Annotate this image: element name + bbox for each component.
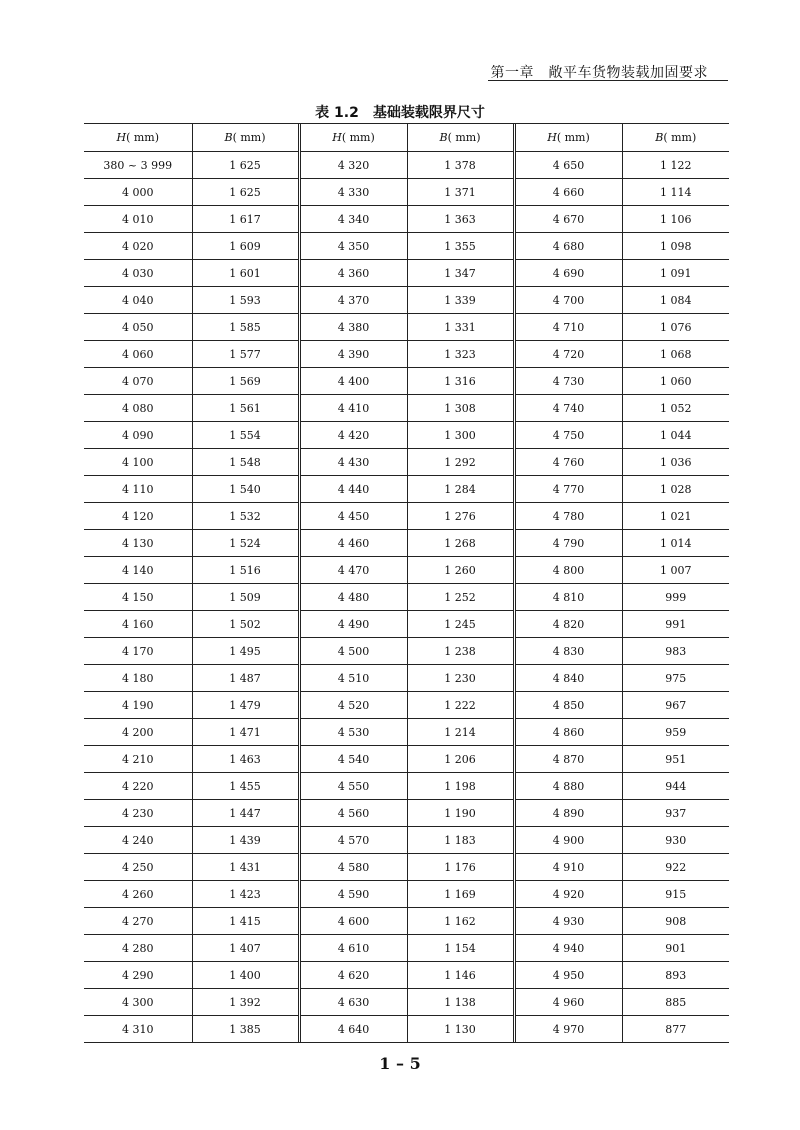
height-cell: 4 560 [299, 800, 407, 827]
column-header [84, 124, 192, 152]
column-variable: B [224, 131, 233, 144]
table-row [84, 206, 729, 233]
width-cell: 1 479 [192, 692, 299, 719]
width-cell: 1 516 [192, 557, 299, 584]
height-cell: 4 260 [84, 881, 192, 908]
width-cell: 1 617 [192, 206, 299, 233]
height-cell: 4 500 [299, 638, 407, 665]
width-cell: 1 214 [407, 719, 514, 746]
width-cell: 1 130 [407, 1016, 514, 1043]
width-cell: 1 245 [407, 611, 514, 638]
width-cell: 1 300 [407, 422, 514, 449]
width-cell: 1 198 [407, 773, 514, 800]
width-cell: 1 190 [407, 800, 514, 827]
table-row [84, 476, 729, 503]
column-unit: ( mm) [447, 131, 481, 144]
height-cell: 4 440 [299, 476, 407, 503]
width-cell: 1 060 [622, 368, 729, 395]
table-row [84, 881, 729, 908]
height-cell: 4 760 [514, 449, 622, 476]
height-cell: 4 330 [299, 179, 407, 206]
height-cell: 4 450 [299, 503, 407, 530]
table-row [84, 449, 729, 476]
width-cell: 1 561 [192, 395, 299, 422]
height-cell: 4 670 [514, 206, 622, 233]
width-cell: 1 400 [192, 962, 299, 989]
height-cell: 4 820 [514, 611, 622, 638]
height-cell: 4 540 [299, 746, 407, 773]
width-cell: 1 323 [407, 341, 514, 368]
width-cell: 1 585 [192, 314, 299, 341]
table-row [84, 584, 729, 611]
height-cell: 4 740 [514, 395, 622, 422]
height-cell: 4 800 [514, 557, 622, 584]
height-cell: 4 210 [84, 746, 192, 773]
column-variable: H [547, 131, 557, 144]
height-cell: 4 130 [84, 530, 192, 557]
table-row [84, 503, 729, 530]
table-row [84, 854, 729, 881]
width-cell: 1 363 [407, 206, 514, 233]
width-cell: 1 014 [622, 530, 729, 557]
column-variable: H [332, 131, 342, 144]
height-cell: 4 520 [299, 692, 407, 719]
width-cell: 877 [665, 1022, 687, 1036]
table-body [84, 152, 729, 1043]
table-row [84, 773, 729, 800]
height-cell: 4 510 [299, 665, 407, 692]
height-cell: 4 550 [299, 773, 407, 800]
table-row [84, 233, 729, 260]
height-cell: 4 070 [84, 368, 192, 395]
height-cell: 4 750 [514, 422, 622, 449]
height-cell: 4 960 [514, 989, 622, 1016]
height-cell: 4 080 [84, 395, 192, 422]
height-cell: 4 150 [84, 584, 192, 611]
height-cell: 4 860 [514, 719, 622, 746]
height-cell: 4 490 [299, 611, 407, 638]
table-row [84, 179, 729, 206]
height-cell: 4 630 [299, 989, 407, 1016]
height-cell: 4 290 [84, 962, 192, 989]
width-cell: 1 028 [622, 476, 729, 503]
table-title: 表 1.2 基础装载限界尺寸 [315, 105, 485, 121]
loading-gauge-table [84, 123, 729, 1043]
table-row [84, 260, 729, 287]
height-cell: 4 580 [299, 854, 407, 881]
table-row [84, 989, 729, 1016]
height-cell: 4 620 [299, 962, 407, 989]
column-variable: B [655, 131, 664, 144]
width-cell: 1 230 [407, 665, 514, 692]
height-cell: 4 900 [514, 827, 622, 854]
height-cell: 4 660 [514, 179, 622, 206]
column-unit: ( mm) [556, 131, 590, 144]
height-cell: 4 270 [84, 908, 192, 935]
height-cell: 4 790 [514, 530, 622, 557]
height-cell: 4 060 [84, 341, 192, 368]
width-cell: 1 076 [622, 314, 729, 341]
width-cell: 1 540 [192, 476, 299, 503]
table-row [84, 746, 729, 773]
height-cell: 4 180 [84, 665, 192, 692]
table-row [84, 314, 729, 341]
table-row [84, 665, 729, 692]
height-cell: 4 730 [514, 368, 622, 395]
height-cell: 4 850 [514, 692, 622, 719]
page-number: 1 – 5 [379, 1054, 421, 1073]
width-cell: 983 [622, 638, 729, 665]
column-unit: ( mm) [341, 131, 375, 144]
height-cell: 4 390 [299, 341, 407, 368]
width-cell: 1 601 [192, 260, 299, 287]
width-cell: 1 021 [622, 503, 729, 530]
height-cell: 4 370 [299, 287, 407, 314]
width-cell: 1 385 [192, 1016, 299, 1043]
height-cell: 4 890 [514, 800, 622, 827]
table-row [84, 152, 729, 179]
width-cell: 1 114 [622, 179, 729, 206]
width-cell: 1 407 [192, 935, 299, 962]
width-cell: 922 [622, 854, 729, 881]
height-cell: 4 700 [514, 287, 622, 314]
height-cell: 4 710 [514, 314, 622, 341]
height-cell: 4 030 [84, 260, 192, 287]
height-cell: 4 090 [84, 422, 192, 449]
height-cell: 4 310 [84, 1016, 192, 1043]
column-header [514, 124, 622, 152]
height-cell: 4 880 [514, 773, 622, 800]
width-cell: 1 308 [407, 395, 514, 422]
width-cell: 1 502 [192, 611, 299, 638]
width-cell: 885 [622, 989, 729, 1016]
chapter-title: 第一章 敞平车货物装载加固要求 [490, 65, 708, 81]
width-cell: 1 593 [192, 287, 299, 314]
width-cell: 1 252 [407, 584, 514, 611]
width-cell: 915 [622, 881, 729, 908]
width-cell: 944 [622, 773, 729, 800]
width-cell: 1 154 [407, 935, 514, 962]
column-variable: B [439, 131, 448, 144]
column-variable: H [116, 131, 127, 144]
width-cell: 1 331 [407, 314, 514, 341]
column-unit: ( mm) [663, 131, 697, 144]
width-cell: 901 [622, 935, 729, 962]
height-cell: 4 870 [514, 746, 622, 773]
table-header-row [84, 124, 729, 152]
height-cell: 4 280 [84, 935, 192, 962]
width-cell: 1 284 [407, 476, 514, 503]
height-cell: 4 920 [514, 881, 622, 908]
height-cell: 4 100 [84, 449, 192, 476]
width-cell: 1 268 [407, 530, 514, 557]
width-cell: 930 [622, 827, 729, 854]
table-row [84, 908, 729, 935]
page-header [0, 0, 800, 80]
width-cell: 1 138 [407, 989, 514, 1016]
width-cell: 1 455 [192, 773, 299, 800]
width-cell: 1 392 [192, 989, 299, 1016]
width-cell: 1 548 [192, 449, 299, 476]
height-cell: 4 680 [514, 233, 622, 260]
width-cell: 959 [622, 719, 729, 746]
column-header [407, 124, 514, 152]
height-cell: 4 160 [84, 611, 192, 638]
width-cell: 1 423 [192, 881, 299, 908]
height-cell: 4 120 [84, 503, 192, 530]
width-cell: 1 007 [622, 557, 729, 584]
width-cell: 1 292 [407, 449, 514, 476]
height-cell: 4 240 [84, 827, 192, 854]
height-cell: 4 720 [514, 341, 622, 368]
width-cell: 1 431 [192, 854, 299, 881]
height-cell: 4 110 [84, 476, 192, 503]
height-cell: 4 590 [299, 881, 407, 908]
height-cell: 4 360 [299, 260, 407, 287]
width-cell: 1 532 [192, 503, 299, 530]
height-cell: 4 470 [299, 557, 407, 584]
height-cell: 4 010 [84, 206, 192, 233]
width-cell: 1 347 [407, 260, 514, 287]
height-cell: 4 420 [299, 422, 407, 449]
width-cell: 1 169 [407, 881, 514, 908]
height-cell: 4 200 [84, 719, 192, 746]
width-cell: 1 609 [192, 233, 299, 260]
width-cell: 1 068 [622, 341, 729, 368]
width-cell: 1 044 [622, 422, 729, 449]
height-cell: 4 610 [299, 935, 407, 962]
height-cell: 4 810 [514, 584, 622, 611]
table-row [84, 800, 729, 827]
table-row [84, 719, 729, 746]
height-cell: 4 480 [299, 584, 407, 611]
width-cell: 1 378 [407, 152, 514, 179]
height-cell: 4 020 [84, 233, 192, 260]
width-cell: 908 [622, 908, 729, 935]
width-cell: 1 447 [192, 800, 299, 827]
width-cell: 1 098 [622, 233, 729, 260]
width-cell: 1 355 [407, 233, 514, 260]
width-cell: 975 [622, 665, 729, 692]
width-cell: 1 463 [192, 746, 299, 773]
width-cell: 1 625 [192, 152, 299, 179]
width-cell: 1 524 [192, 530, 299, 557]
height-cell: 4 970 [514, 1016, 622, 1043]
column-header [622, 124, 729, 152]
height-cell: 4 910 [514, 854, 622, 881]
width-cell: 1 183 [407, 827, 514, 854]
width-cell: 1 238 [407, 638, 514, 665]
column-unit: ( mm) [126, 131, 160, 144]
height-cell: 4 400 [299, 368, 407, 395]
height-cell: 4 830 [514, 638, 622, 665]
height-cell: 4 410 [299, 395, 407, 422]
width-cell: 1 509 [192, 584, 299, 611]
height-cell: 4 570 [299, 827, 407, 854]
height-cell: 4 250 [84, 854, 192, 881]
height-cell: 4 300 [84, 989, 192, 1016]
width-cell: 999 [622, 584, 729, 611]
height-cell: 4 930 [514, 908, 622, 935]
height-cell: 4 650 [514, 152, 622, 179]
width-cell: 1 577 [192, 341, 299, 368]
table-row [84, 422, 729, 449]
width-cell: 1 052 [622, 395, 729, 422]
height-cell: 4 530 [299, 719, 407, 746]
width-cell: 1 487 [192, 665, 299, 692]
height-cell: 4 350 [299, 233, 407, 260]
width-cell: 1 371 [407, 179, 514, 206]
height-cell: 4 690 [514, 260, 622, 287]
width-cell: 1 084 [622, 287, 729, 314]
width-cell: 1 339 [407, 287, 514, 314]
width-cell: 1 222 [407, 692, 514, 719]
table-row [84, 530, 729, 557]
height-cell: 4 230 [84, 800, 192, 827]
column-unit: ( mm) [232, 131, 266, 144]
table-row [84, 638, 729, 665]
height-cell: 4 190 [84, 692, 192, 719]
height-cell: 4 380 [299, 314, 407, 341]
table-row [84, 827, 729, 854]
width-cell: 951 [622, 746, 729, 773]
height-cell: 4 770 [514, 476, 622, 503]
column-header [192, 124, 299, 152]
width-cell: 893 [622, 962, 729, 989]
width-cell: 1 415 [192, 908, 299, 935]
table-row [84, 962, 729, 989]
width-cell: 1 495 [192, 638, 299, 665]
width-cell: 1 625 [192, 179, 299, 206]
height-cell: 4 140 [84, 557, 192, 584]
width-cell: 1 569 [192, 368, 299, 395]
width-cell: 1 439 [192, 827, 299, 854]
table-row [84, 395, 729, 422]
width-cell: 967 [622, 692, 729, 719]
height-cell: 4 170 [84, 638, 192, 665]
table-row [84, 1016, 729, 1043]
height-cell: 4 780 [514, 503, 622, 530]
height-cell: 4 840 [514, 665, 622, 692]
width-cell: 1 122 [622, 152, 729, 179]
height-cell: 4 600 [299, 908, 407, 935]
height-cell: 4 040 [84, 287, 192, 314]
width-cell: 1 176 [407, 854, 514, 881]
width-cell: 991 [622, 611, 729, 638]
width-cell: 1 260 [407, 557, 514, 584]
width-cell: 1 036 [622, 449, 729, 476]
width-cell: 1 554 [192, 422, 299, 449]
table-row [84, 368, 729, 395]
height-cell: 4 940 [514, 935, 622, 962]
width-cell: 1 162 [407, 908, 514, 935]
height-cell: 4 220 [84, 773, 192, 800]
data-table [84, 124, 729, 1042]
width-cell: 1 091 [622, 260, 729, 287]
height-cell: 4 000 [84, 179, 192, 206]
width-cell: 1 276 [407, 503, 514, 530]
width-cell: 1 471 [192, 719, 299, 746]
width-cell: 1 316 [407, 368, 514, 395]
column-header [299, 124, 407, 152]
table-row [84, 611, 729, 638]
width-cell: 1 206 [407, 746, 514, 773]
height-cell: 4 050 [84, 314, 192, 341]
table-row [84, 287, 729, 314]
width-cell: 1 106 [622, 206, 729, 233]
table-row [84, 692, 729, 719]
table-row [84, 341, 729, 368]
table-row [84, 557, 729, 584]
width-cell: 937 [622, 800, 729, 827]
height-cell: 4 640 [299, 1016, 407, 1043]
width-cell: 1 146 [407, 962, 514, 989]
height-cell: 380 ~ 3 999 [84, 152, 192, 179]
height-cell: 4 320 [299, 152, 407, 179]
height-cell: 4 950 [514, 962, 622, 989]
table-row [84, 935, 729, 962]
height-cell: 4 340 [299, 206, 407, 233]
header-rule [488, 80, 728, 81]
height-cell: 4 460 [299, 530, 407, 557]
height-cell: 4 430 [299, 449, 407, 476]
